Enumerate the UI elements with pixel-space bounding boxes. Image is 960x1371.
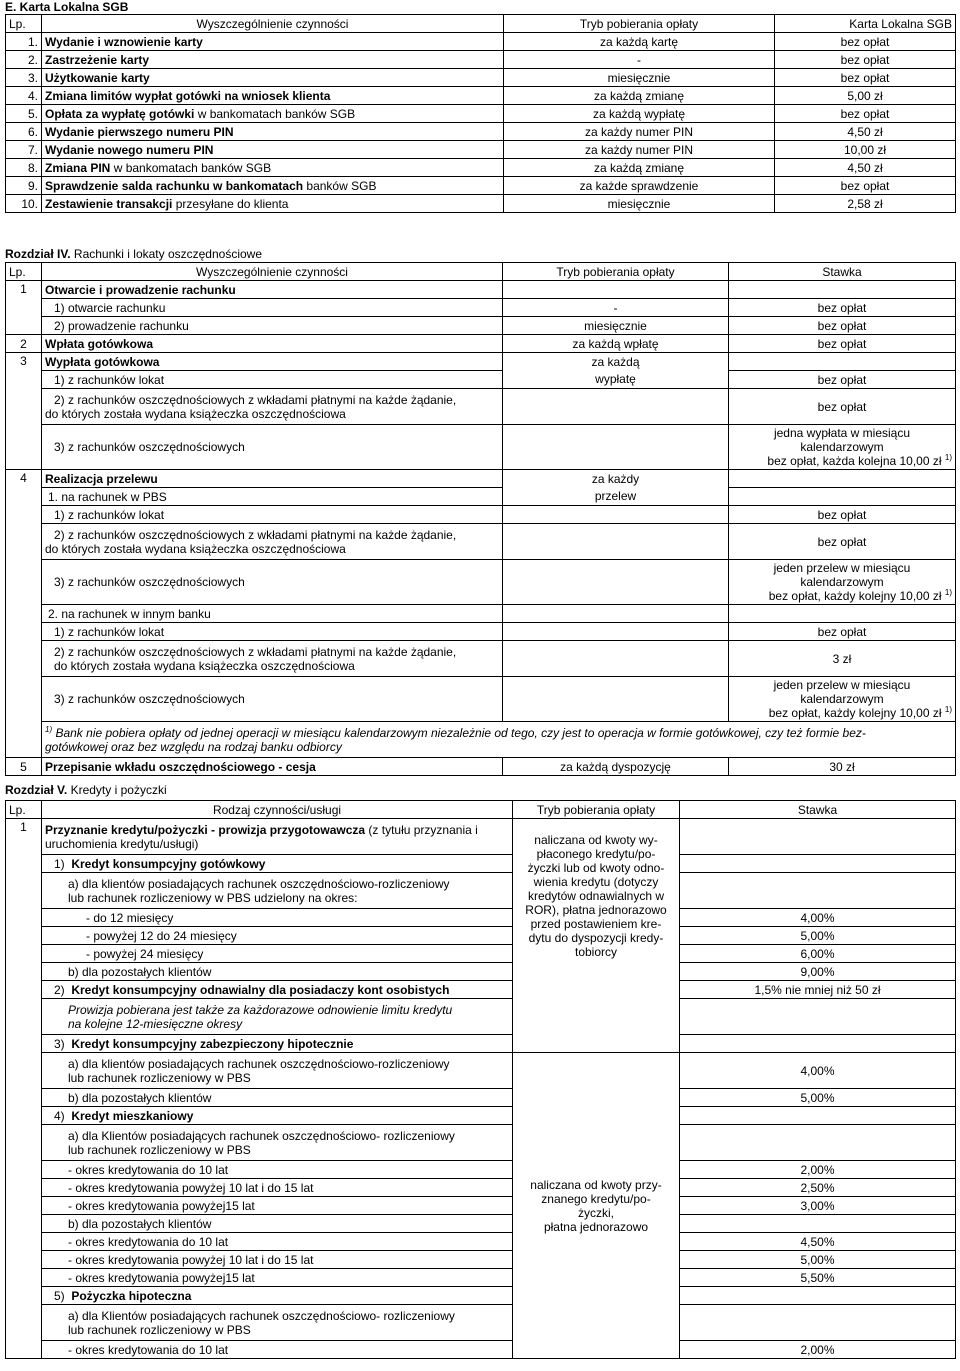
row-label: Wypłata gotówkowa <box>42 353 503 371</box>
row-label: a) dla Klientów posiadających rachunek oszczędnościowo- rozliczeniowy lub rachunek rozliczeniowy w PBS <box>42 1125 513 1161</box>
row-fee: 5,00% <box>680 1251 956 1269</box>
row-mode: miesięcznie <box>504 69 775 87</box>
row-label: - okres kredytowania powyżej15 lat <box>42 1269 513 1287</box>
row-fee: bez opłat <box>729 335 956 353</box>
row-fee: 2,50% <box>680 1179 956 1197</box>
row-label: 2) z rachunków oszczędnościowych z wkładami płatnymi na każde żądanie, do których została wydana książeczka oszczędnościowa <box>42 389 503 425</box>
credit-type: 2) Kredyt konsumpcyjny odnawialny dla posiadaczy kont osobistych <box>42 981 513 999</box>
row-label: Wydanie i wznowienie karty <box>42 33 504 51</box>
row-fee: 5,00 zł <box>775 87 956 105</box>
row-mode: - <box>504 51 775 69</box>
credit-type: 1) Kredyt konsumpcyjny gotówkowy <box>42 855 513 873</box>
row-fee: 5,50% <box>680 1269 956 1287</box>
section-title: Rozdział IV. Rachunki i lokaty oszczędnościowe <box>5 247 263 261</box>
col-description: Wyszczególnienie czynności <box>42 263 503 281</box>
col-mode: Tryb pobierania opłaty <box>503 263 729 281</box>
col-description: Wyszczególnienie czynności <box>42 15 504 33</box>
table-row <box>6 159 956 177</box>
row-label: Realizacja przelewu <box>42 470 503 488</box>
table-row <box>6 69 956 87</box>
fee-mode-description: naliczana od kwoty wy- płaconego kredytu/po- życzki lub od kwoty odno- wienia kredytu (dotyczy kredytów odnawialnych w ROR), płatna jednorazowo przed postawieniem kre- dytu do dyspozycji kredy- tobiorcy <box>513 819 680 1053</box>
row-fee: bez opłat <box>729 299 956 317</box>
row-label: Zmiana PIN w bankomatach banków SGB <box>42 159 504 177</box>
row-mode: - <box>503 299 729 317</box>
row-fee: 2,00% <box>680 1161 956 1179</box>
row-fee: 4,00% <box>680 1053 956 1089</box>
fee-table-accounts <box>5 262 956 776</box>
col-lp: Lp. <box>6 263 42 281</box>
row-fee: jeden przelew w miesiącu kalendarzowym bez opłat, każdy kolejny 10,00 zł $^{1)}$ <box>729 560 956 605</box>
row-label: Sprawdzenie salda rachunku w bankomatach banków SGB <box>42 177 504 195</box>
row-fee: bez opłat <box>729 317 956 335</box>
row-fee: 9,00% <box>680 963 956 981</box>
credit-type: 4) Kredyt mieszkaniowy <box>42 1107 513 1125</box>
row-mode: za każdą zmianę <box>504 87 775 105</box>
row-label: 3) z rachunków oszczędnościowych <box>42 425 503 470</box>
row-label: - powyżej 24 miesięcy <box>42 945 513 963</box>
row-label: 1) z rachunków lokat <box>42 371 503 389</box>
row-number: 1. <box>6 33 42 51</box>
row-label: - okres kredytowania powyżej15 lat <box>42 1197 513 1215</box>
row-number: 7. <box>6 141 42 159</box>
row-fee: 4,00% <box>680 909 956 927</box>
row-number: 4. <box>6 87 42 105</box>
row-number: 6. <box>6 123 42 141</box>
row-fee: 1,5% nie mniej niż 50 zł <box>680 981 956 999</box>
row-fee: 4,50 zł <box>775 159 956 177</box>
row-label: Zestawienie transakcji przesyłane do klienta <box>42 195 504 213</box>
row-label: Wpłata gotówkowa <box>42 335 503 353</box>
col-rate: Stawka <box>729 263 956 281</box>
fee-table-card <box>5 14 956 213</box>
row-mode: za każdą wpłatę <box>503 335 729 353</box>
col-mode: Tryb pobierania opłaty <box>513 801 680 819</box>
row-fee: bez opłat <box>729 506 956 524</box>
row-fee: 5,00% <box>680 927 956 945</box>
row-label: Przepisanie wkładu oszczędnościowego - cesja <box>42 758 503 776</box>
table-row <box>6 105 956 123</box>
row-label: - do 12 miesięcy <box>42 909 513 927</box>
row-fee: 3,00% <box>680 1197 956 1215</box>
row-number: 5. <box>6 105 42 123</box>
col-lp: Lp. <box>6 15 42 33</box>
row-label: - okres kredytowania do 10 lat <box>42 1233 513 1251</box>
row-label: - powyżej 12 do 24 miesięcy <box>42 927 513 945</box>
row-mode: miesięcznie <box>504 195 775 213</box>
row-label: b) dla pozostałych klientów <box>42 1215 513 1233</box>
row-label: 1) z rachunków lokat <box>42 506 503 524</box>
table-row <box>6 51 956 69</box>
row-label: Zmiana limitów wypłat gotówki na wniosek klienta <box>42 87 504 105</box>
footnote: $^{1)}$ Bank nie pobiera opłaty od jednej operacji w miesiącu kalendarzowym niezależnie od tego, czy jest to operacja w formie gotówkowej, czy też formie bez- gotówkowej oraz bez względu na rodzaj banku odbiorcy <box>42 722 956 758</box>
row-fee: 2,00% <box>680 1341 956 1359</box>
col-rate: Stawka <box>680 801 956 819</box>
row-mode: za każdy numer PIN <box>504 123 775 141</box>
row-fee: bez opłat <box>775 105 956 123</box>
row-mode: za każdą dyspozycję <box>503 758 729 776</box>
row-fee: 30 zł <box>729 758 956 776</box>
row-mode: przelew <box>503 488 729 506</box>
row-mode: za każdą wypłatę <box>504 105 775 123</box>
col-description: Rodzaj czynności/usługi <box>42 801 513 819</box>
row-label: Zastrzeżenie karty <box>42 51 504 69</box>
row-mode: za każdy <box>503 470 729 488</box>
row-fee: bez opłat <box>729 524 956 560</box>
row-note: Prowizja pobierana jest także za każdorazowe odnowienie limitu kredytu na kolejne 12-miesięczne okresy <box>42 999 513 1035</box>
row-fee: bez opłat <box>775 33 956 51</box>
table-row <box>6 33 956 51</box>
row-fee: bez opłat <box>775 177 956 195</box>
row-fee: 4,50% <box>680 1233 956 1251</box>
row-number: 3. <box>6 69 42 87</box>
row-label: 3) z rachunków oszczędnościowych <box>42 677 503 722</box>
row-label: 1) otwarcie rachunku <box>42 299 503 317</box>
col-mode: Tryb pobierania opłaty <box>504 15 775 33</box>
row-label: a) dla klientów posiadających rachunek oszczędnościowo-rozliczeniowy lub rachunek rozliczeniowy w PBS <box>42 1053 513 1089</box>
col-rate: Karta Lokalna SGB <box>775 15 956 33</box>
row-mode: miesięcznie <box>503 317 729 335</box>
col-lp: Lp. <box>6 801 42 819</box>
row-label: Otwarcie i prowadzenie rachunku <box>42 281 503 299</box>
row-fee: bez opłat <box>729 389 956 425</box>
row-label: 2. na rachunek w innym banku <box>42 605 503 623</box>
row-label: Opłata za wypłatę gotówki w bankomatach banków SGB <box>42 105 504 123</box>
row-fee: 6,00% <box>680 945 956 963</box>
table-row <box>6 141 956 159</box>
row-label: 2) prowadzenie rachunku <box>42 317 503 335</box>
row-label: Wydanie pierwszego numeru PIN <box>42 123 504 141</box>
table-row <box>6 123 956 141</box>
row-label: a) dla Klientów posiadających rachunek oszczędnościowo- rozliczeniowy lub rachunek rozliczeniowy w PBS <box>42 1305 513 1341</box>
row-number: 10. <box>6 195 42 213</box>
table-row <box>6 195 956 213</box>
row-label: a) dla klientów posiadających rachunek oszczędnościowo-rozliczeniowy lub rachunek rozliczeniowy w PBS udzielony na okres: <box>42 873 513 909</box>
row-label: b) dla pozostałych klientów <box>42 1089 513 1107</box>
row-label: 2) z rachunków oszczędnościowych z wkładami płatnymi na każde żądanie, do których została wydana książeczka oszczędnościowa <box>42 524 503 560</box>
row-number: 2. <box>6 51 42 69</box>
row-fee: jeden przelew w miesiącu kalendarzowym bez opłat, każdy kolejny 10,00 zł $^{1)}$ <box>729 677 956 722</box>
row-label: Wydanie nowego numeru PIN <box>42 141 504 159</box>
row-fee: bez opłat <box>729 371 956 389</box>
section-title: E. Karta Lokalna SGB <box>5 0 129 14</box>
row-fee: bez opłat <box>729 623 956 641</box>
row-fee: 5,00% <box>680 1089 956 1107</box>
row-label: - okres kredytowania powyżej 10 lat i do 15 lat <box>42 1251 513 1269</box>
credit-type: 5) Pożyczka hipoteczna <box>42 1287 513 1305</box>
row-number: 2 <box>6 335 42 353</box>
row-number: 1 <box>6 281 42 335</box>
fee-mode-description: naliczana od kwoty przy- znanego kredytu/po- życzki, płatna jednorazowo <box>513 1053 680 1359</box>
table-row <box>6 177 956 195</box>
row-label: - okres kredytowania do 10 lat <box>42 1341 513 1359</box>
row-label: 1. na rachunek w PBS <box>42 488 503 506</box>
table-row <box>6 87 956 105</box>
row-label: - okres kredytowania powyżej 10 lat i do 15 lat <box>42 1179 513 1197</box>
section-title: Rozdział V. Kredyty i pożyczki <box>5 783 167 797</box>
row-label: 1) z rachunków lokat <box>42 623 503 641</box>
row-label: 3) z rachunków oszczędnościowych <box>42 560 503 605</box>
row-mode: za każdą <box>503 353 729 371</box>
row-number: 3 <box>6 353 42 470</box>
row-fee: 10,00 zł <box>775 141 956 159</box>
fee-table-credits <box>5 800 956 1359</box>
row-mode: za każdy numer PIN <box>504 141 775 159</box>
row-fee: bez opłat <box>775 51 956 69</box>
row-label: Przyznanie kredytu/pożyczki - prowizja przygotowawcza (z tytułu przyznania i uruchomienia kredytu/usługi) <box>42 819 513 855</box>
row-fee: 3 zł <box>729 641 956 677</box>
row-number: 4 <box>6 470 42 758</box>
row-label: 2) z rachunków oszczędnościowych z wkładami płatnymi na każde żądanie, do których została wydana książeczka oszczędnościowa <box>42 641 503 677</box>
row-number: 9. <box>6 177 42 195</box>
row-label: Użytkowanie karty <box>42 69 504 87</box>
row-mode: za każdą kartę <box>504 33 775 51</box>
row-fee: bez opłat <box>775 69 956 87</box>
row-number: 5 <box>6 758 42 776</box>
row-fee: 4,50 zł <box>775 123 956 141</box>
row-mode: wypłatę <box>503 371 729 389</box>
credit-type: 3) Kredyt konsumpcyjny zabezpieczony hipotecznie <box>42 1035 513 1053</box>
row-number: 8. <box>6 159 42 177</box>
row-label: - okres kredytowania do 10 lat <box>42 1161 513 1179</box>
row-fee: 2,58 zł <box>775 195 956 213</box>
row-fee: jedna wypłata w miesiącu kalendarzowym bez opłat, każda kolejna 10,00 zł $^{1)}$ <box>729 425 956 470</box>
row-label: b) dla pozostałych klientów <box>42 963 513 981</box>
row-number: 1 <box>6 819 42 1359</box>
row-mode: za każdą zmianę <box>504 159 775 177</box>
row-mode: za każde sprawdzenie <box>504 177 775 195</box>
